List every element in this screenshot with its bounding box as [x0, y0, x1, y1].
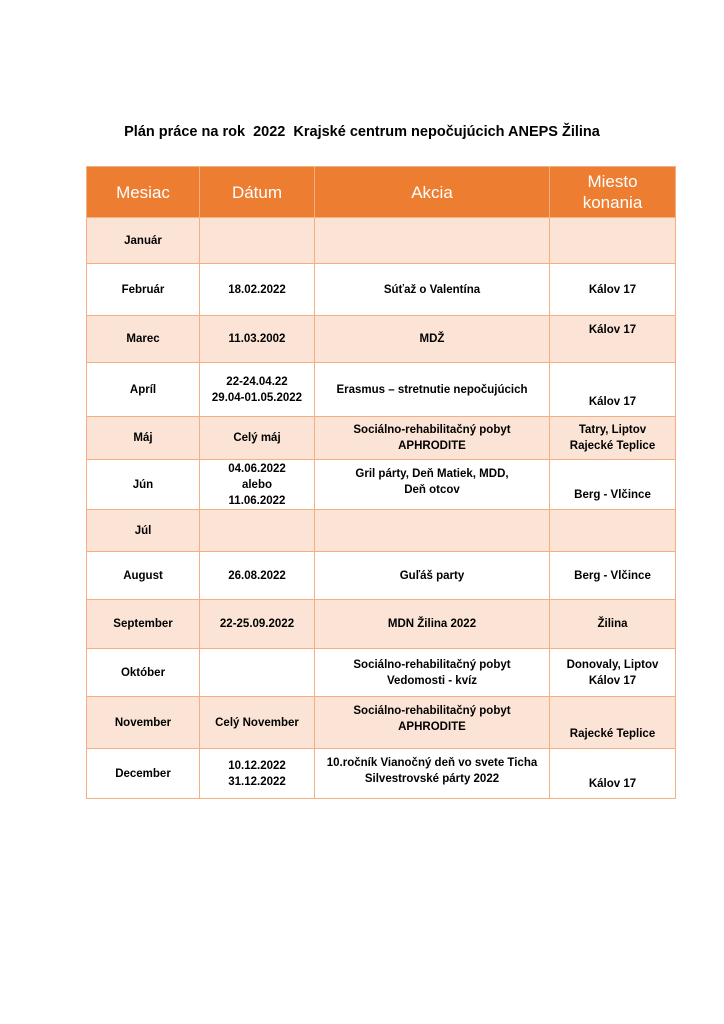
place-line: Kálov 17 — [588, 283, 637, 296]
action-line: Silvestrovské párty 2022 — [364, 773, 500, 785]
action-line: 10.ročník Vianočný deň vo svete Ticha — [326, 757, 538, 769]
table-row — [87, 600, 676, 649]
date-line: 26.08.2022 — [228, 569, 286, 582]
date-cell — [200, 264, 315, 316]
date-line: 22-24.04.22 — [226, 375, 288, 388]
place-cell — [550, 417, 676, 460]
date-line: 31.12.2022 — [228, 775, 286, 788]
month-cell — [87, 460, 200, 510]
action-cell — [315, 649, 550, 697]
month-label: Jún — [132, 478, 154, 491]
date-cell — [200, 316, 315, 363]
date-line: 11.06.2022 — [228, 494, 286, 507]
place-line: Žilina — [597, 618, 628, 630]
action-line: Vedomosti - kvíz — [386, 674, 478, 687]
date-line: 10.12.2022 — [228, 759, 286, 772]
month-cell — [87, 316, 200, 363]
header-month: Mesiac — [87, 167, 200, 218]
action-line: MDŽ — [419, 333, 445, 345]
action-cell — [315, 316, 550, 363]
month-label: Január — [124, 234, 162, 247]
place-cell — [550, 460, 676, 510]
month-cell — [87, 600, 200, 649]
month-cell — [87, 218, 200, 264]
month-label: September — [113, 618, 173, 630]
place-line: Kálov 17 — [588, 324, 637, 336]
place-line: Rajecké Teplice — [569, 440, 656, 452]
place-line: Tatry, Liptov — [578, 424, 647, 436]
month-cell — [87, 749, 200, 799]
document-title: Plán práce na rok 2022 Krajské centrum nepočujúcich ANEPS Žilina — [124, 124, 600, 140]
table-body — [87, 218, 676, 799]
table-row — [87, 552, 676, 600]
action-line: Sociálno-rehabilitačný pobyt — [353, 424, 511, 436]
action-line: Guľáš party — [399, 569, 465, 582]
date-cell — [200, 697, 315, 749]
header-place-label: Miesto konania — [582, 172, 643, 212]
header-action: Akcia — [315, 167, 550, 218]
date-line: Celý November — [215, 716, 299, 729]
month-cell — [87, 510, 200, 552]
table-row — [87, 460, 676, 510]
date-line: Celý máj — [233, 432, 281, 444]
month-label: November — [114, 716, 172, 729]
month-label: December — [115, 767, 171, 780]
action-cell — [315, 218, 550, 264]
action-cell — [315, 697, 550, 749]
place-cell — [550, 218, 676, 264]
table-row — [87, 749, 676, 799]
action-line: Súťaž o Valentína — [383, 283, 481, 296]
place-cell — [550, 264, 676, 316]
action-line: APHRODITE — [398, 440, 466, 452]
action-line: Gril párty, Deň Matiek, MDD, — [355, 468, 509, 480]
place-cell — [550, 552, 676, 600]
date-cell — [200, 510, 315, 552]
action-line: APHRODITE — [398, 721, 466, 733]
month-label: Október — [120, 666, 166, 679]
place-line: Kálov 17 — [588, 396, 637, 408]
place-cell — [550, 363, 676, 417]
action-cell — [315, 417, 550, 460]
table-row — [87, 649, 676, 697]
date-cell — [200, 749, 315, 799]
action-line: Erasmus – stretnutie nepočujúcich — [336, 383, 528, 396]
month-label: August — [123, 569, 163, 582]
table-header-row — [87, 167, 676, 218]
table-row — [87, 264, 676, 316]
date-line: 22-25.09.2022 — [219, 618, 295, 630]
date-line: 04.06.2022 — [228, 462, 286, 475]
date-line: alebo — [241, 478, 273, 491]
action-line: Sociálno-rehabilitačný pobyt — [353, 658, 511, 671]
month-cell — [87, 697, 200, 749]
date-cell — [200, 649, 315, 697]
date-cell — [200, 460, 315, 510]
place-cell — [550, 649, 676, 697]
action-cell — [315, 264, 550, 316]
month-label: Máj — [133, 432, 153, 444]
date-line: 29.04-01.05.2022 — [211, 391, 303, 404]
place-line: Donovaly, Liptov — [566, 658, 659, 671]
month-label: Júl — [134, 524, 152, 537]
date-cell — [200, 363, 315, 417]
place-cell — [550, 600, 676, 649]
place-line: Rajecké Teplice — [569, 728, 656, 740]
action-cell — [315, 363, 550, 417]
month-cell — [87, 363, 200, 417]
month-cell — [87, 264, 200, 316]
table-row — [87, 510, 676, 552]
header-date: Dátum — [200, 167, 315, 218]
table-row — [87, 697, 676, 749]
month-cell — [87, 417, 200, 460]
place-line: Kálov 17 — [588, 778, 637, 790]
place-cell — [550, 697, 676, 749]
action-cell — [315, 510, 550, 552]
month-label: Apríl — [129, 383, 157, 396]
date-line: 11.03.2002 — [228, 333, 286, 345]
action-cell — [315, 749, 550, 799]
month-label: Február — [121, 283, 165, 296]
action-cell — [315, 552, 550, 600]
place-line: Kálov 17 — [588, 674, 637, 687]
action-cell — [315, 600, 550, 649]
place-cell — [550, 316, 676, 363]
place-cell — [550, 510, 676, 552]
month-cell — [87, 552, 200, 600]
action-line: Deň otcov — [404, 484, 460, 496]
table-row — [87, 417, 676, 460]
place-line: Berg - Vlčince — [574, 489, 651, 501]
table-row — [87, 218, 676, 264]
work-plan-table — [86, 166, 676, 799]
month-label: Marec — [126, 333, 160, 345]
date-cell — [200, 552, 315, 600]
date-cell — [200, 218, 315, 264]
table-row — [87, 363, 676, 417]
date-cell — [200, 600, 315, 649]
action-line: MDN Žilina 2022 — [387, 618, 477, 630]
place-cell — [550, 749, 676, 799]
action-line: Sociálno-rehabilitačný pobyt — [353, 705, 511, 717]
date-cell — [200, 417, 315, 460]
place-line: Berg - Vlčince — [574, 569, 651, 582]
month-cell — [87, 649, 200, 697]
table-row — [87, 316, 676, 363]
action-cell — [315, 460, 550, 510]
date-line: 18.02.2022 — [228, 283, 286, 296]
header-place — [550, 167, 676, 218]
